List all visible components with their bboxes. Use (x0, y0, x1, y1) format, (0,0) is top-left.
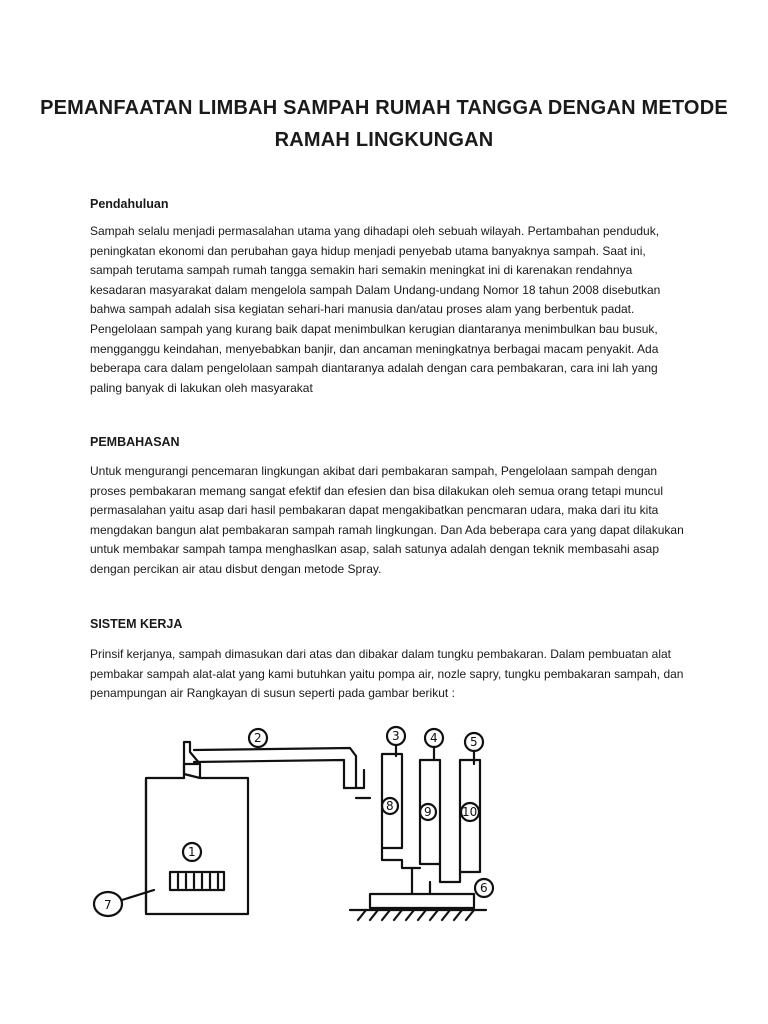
label-1: 1 (188, 845, 196, 859)
label-2: 2 (254, 731, 262, 745)
svg-text:4: 4 (430, 731, 438, 745)
document-title: PEMANFAATAN LIMBAH SAMPAH RUMAH TANGGA DENGAN METODE RAMAH LINGKUNGAN (40, 97, 728, 151)
section-body-sistem-kerja: Prinsif kerjanya, sampah dimasukan dari atas dan dibakar dalam tungku pembakaran. Dalam pembuatan alat pembakar sampah alat-alat yang kami butuhkan yaitu pompa air, nozle sapry, tungku pembakaran sampah, dan penampungan air Rangkayan di susun seperti pada gambar berikut : (90, 647, 684, 701)
furnace-grate (170, 872, 224, 890)
water-tank (370, 894, 474, 908)
section-body-pembahasan: Untuk mengurangi pencemaran lingkungan akibat dari pembakaran sampah, Pengelolaan sampah dengan proses pembakaran memang sangat efektif dan efesien dan bisa dilakukan oleh semua orang tetapi muncul permasalahan yaitu asap dari hasil pembakaran dapat mengakibatkan pencmaran udara, maka dari itu kita mengdakan bangun alat pembakaran sampah ramah lingkungan. Dan Ada beberapa cara yang dapat dilakukan untuk membakar sampah tampa menghaslkan asap, salah satunya adalah dengan teknik membasahi asap dengan percikan air atau disbut dengan metode Spray. (90, 464, 684, 576)
section-heading-sistem-kerja: SISTEM KERJA (90, 617, 183, 631)
section-body-pendahuluan: Sampah selalu menjadi permasalahan utama yang dihadapi oleh sebuah wilayah. Pertambahan penduduk, peningkatan ekonomi dan perubahan gaya hidup menjadi penyebab utama banyaknya sampah. Saat ini, sampah terutama sampah rumah tangga semakin hari semakin meningkat ini di karenakan rendahnya kesadaran masyarakat dalam mengelola sampah Dalam Undang-undang Nomor 18 tahun 2008 disebutkan bahwa sampah adalah sisa kegiatan sehari-hari manusia dan/atau proses alam yang berbentuk padat. Pengelolaan sampah yang kurang baik dapat menimbulkan kerugian diantaranya menimbulkan bau busuk, mengganggu keindahan, menyebabkan banjir, dan ancaman meningkatnya berbagai macam penyakit. Ada beberapa cara dalam pengelolaan sampah diantaranya adalah dengan cara pembakaran, cara ini lah yang paling banyak di lakukan oleh masyarakat (90, 224, 661, 395)
incinerator-diagram (88, 712, 508, 934)
section-heading-pendahuluan: Pendahuluan (90, 197, 169, 211)
ground-hatch (358, 910, 474, 920)
furnace-body (146, 742, 248, 914)
label-7: 7 (104, 898, 112, 912)
label-9: 9 (424, 805, 432, 819)
section-heading-pembahasan: PEMBAHASAN (90, 435, 180, 449)
svg-text:5: 5 (470, 735, 478, 749)
horizontal-pipe (194, 748, 356, 788)
label-6: 6 (480, 881, 488, 895)
label-8: 8 (386, 799, 394, 813)
label-10: 10 (462, 805, 478, 819)
svg-text:3: 3 (392, 729, 400, 743)
